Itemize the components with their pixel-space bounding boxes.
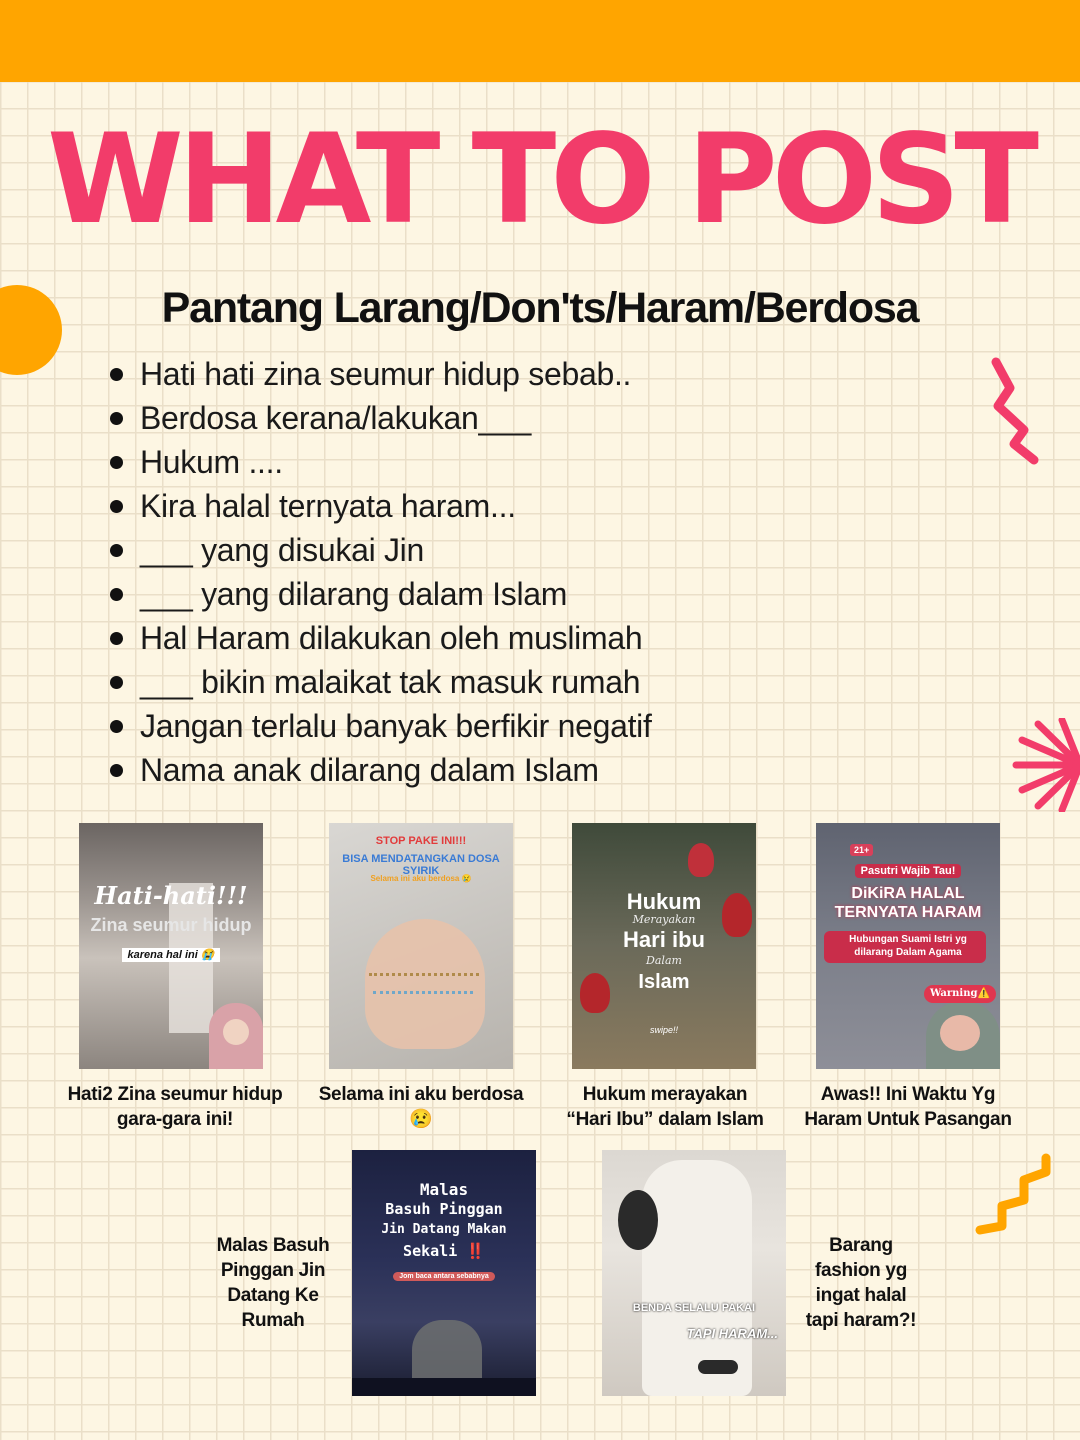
post-caption: Malas Basuh Pinggan Jin Datang Ke Rumah [216, 1235, 330, 1331]
page-subtitle: Pantang Larang/Don'ts/Haram/Berdosa [161, 284, 919, 332]
overlay-text: STOP PAKE INI!!! [375, 835, 467, 847]
overlay-text: Dalam [646, 954, 682, 967]
overlay-text: TERNYATA HARAM [834, 904, 982, 921]
overlay-text: Basuh Pinggan [385, 1200, 503, 1218]
post-caption: Barang fashion yg ingat halal tapi haram?! [805, 1235, 917, 1331]
post-thumbnail-syirik[interactable] [329, 823, 513, 1069]
overlay-text: Jin Datang Makan [381, 1222, 507, 1237]
list-item: ___ yang dilarang dalam Islam [106, 572, 652, 616]
pink-zigzag-decoration [990, 356, 1042, 466]
overlay-text: karena hal ini 😭 [122, 948, 219, 962]
overlay-text: Merayakan [632, 913, 696, 926]
post-caption: Selama ini aku berdosa 😢 [318, 1084, 524, 1130]
list-item: Kira halal ternyata haram... [106, 484, 652, 528]
overlay-text: TAPI HARAM... [686, 1326, 778, 1341]
donts-list [106, 352, 652, 792]
overlay-text: Selama ini aku berdosa 😢 [370, 874, 472, 883]
orange-zigzag-decoration [972, 1150, 1056, 1240]
overlay-text: dilarang Dalam Agama [854, 947, 962, 958]
overlay-text: swipe!! [649, 1025, 678, 1035]
list-item: Jangan terlalu banyak berfikir negatif [106, 704, 652, 748]
overlay-text: Sekali ‼️ [403, 1242, 485, 1260]
post-thumbnail-pasangan[interactable] [816, 823, 1000, 1069]
overlay-text: Hukum [626, 889, 702, 914]
overlay-text: Hubungan Suami Istri yg [849, 934, 967, 945]
list-item: Hati hati zina seumur hidup sebab.. [106, 352, 652, 396]
list-item: Nama anak dilarang dalam Islam [106, 748, 652, 792]
post-thumbnail-zina[interactable] [79, 823, 263, 1069]
list-item: ___ yang disukai Jin [106, 528, 652, 572]
overlay-text: BENDA SELALU PAKAI [632, 1302, 756, 1314]
list-item: Berdosa kerana/lakukan___ [106, 396, 652, 440]
page-title: WHAT TO POST [47, 108, 1033, 252]
warning-badge: Warning⚠️ [924, 985, 996, 1003]
overlay-badge: Pasutri Wajib Tau! [816, 861, 1000, 879]
overlay-text: Islam [638, 971, 690, 993]
list-item: Hal Haram dilakukan oleh muslimah [106, 616, 652, 660]
overlay-text: Malas [419, 1180, 469, 1199]
list-item: Hukum .... [106, 440, 652, 484]
overlay-label-box [79, 945, 263, 963]
overlay-text: DiKiRA HALAL [851, 885, 965, 902]
post-thumbnail-hari-ibu[interactable] [572, 823, 756, 1069]
post-caption: Hati2 Zina seumur hidup gara-gara ini! [67, 1084, 283, 1130]
post-thumbnail-fashion[interactable] [602, 1150, 786, 1396]
post-caption: Hukum merayakan “Hari Ibu” dalam Islam [566, 1084, 764, 1130]
list-item: ___ bikin malaikat tak masuk rumah [106, 660, 652, 704]
overlay-label-box: Jom baca antara sebabnya [352, 1265, 536, 1283]
top-banner [0, 0, 1080, 82]
overlay-badge: 21+ [850, 845, 1000, 855]
overlay-text: BISA MENDATANGKAN DOSA SYIRIK [342, 853, 500, 877]
post-caption: Awas!! Ini Waktu Yg Haram Untuk Pasangan [804, 1084, 1012, 1130]
overlay-text: Hari ibu [623, 927, 705, 952]
overlay-text: Zina seumur hidup [90, 915, 252, 935]
pink-starburst-decoration [1012, 718, 1080, 812]
overlay-text: Hati-hati!!! [94, 881, 248, 910]
post-thumbnail-jin[interactable] [352, 1150, 536, 1396]
